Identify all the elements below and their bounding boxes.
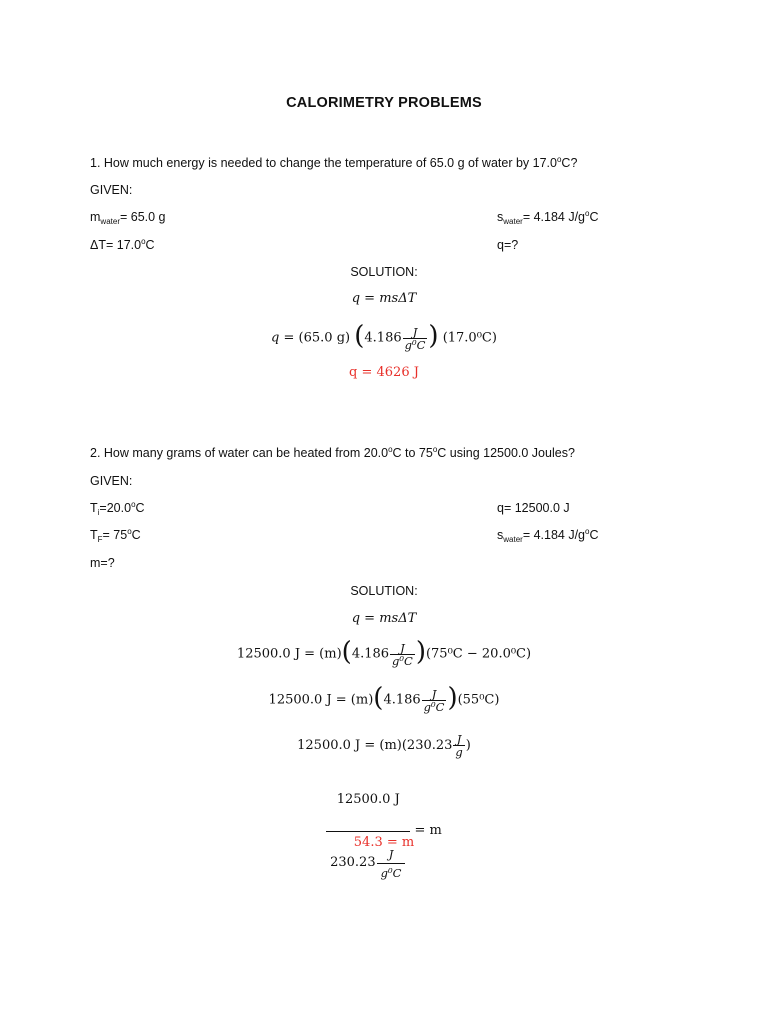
degree-sup: o: [432, 445, 438, 454]
step-4-numerator: 12500.0 J: [326, 770, 410, 832]
frac-denominator: g⁰C: [392, 653, 413, 668]
degree-sup: o: [141, 237, 146, 246]
problem-1-question: [90, 155, 577, 173]
problem-1-solution-label: SOLUTION:: [350, 265, 418, 279]
s-unit-tail: C: [589, 210, 599, 224]
problem-2-initial-temp: [90, 500, 145, 518]
problem-2-specific-heat: [497, 527, 599, 545]
eq-mass: (65.0 g): [298, 330, 351, 346]
formula-text: q = msΔT: [351, 291, 417, 306]
problem-2-formula: [0, 610, 768, 628]
mass-value: = 65.0 g: [119, 210, 166, 224]
tf-symbol: T: [90, 528, 98, 542]
step-3-fraction: [453, 733, 464, 758]
step-2-fraction: [422, 688, 447, 713]
ti-value: =20.0: [99, 501, 132, 515]
degree-sup: o: [388, 445, 393, 454]
problem-2-question-mid: C to 75: [392, 446, 433, 460]
step-3-right: ): [465, 738, 471, 753]
degree-sup: o: [585, 527, 590, 536]
problem-1-delta-t: [90, 237, 155, 255]
step-2-right: (55⁰C): [457, 692, 500, 708]
problem-2-solution-label: SOLUTION:: [350, 584, 418, 598]
frac-denominator: g⁰C: [404, 337, 426, 352]
right-paren: ): [447, 683, 458, 713]
degree-sup: o: [556, 155, 562, 164]
s-subscript: water: [503, 217, 523, 226]
left-paren: (: [373, 683, 384, 713]
tf-subscript: F: [97, 535, 103, 544]
step-1-fraction: [390, 642, 415, 667]
problem-2-question-tail: C using 12500.0 Joules?: [437, 446, 575, 460]
problem-2-given-label: GIVEN:: [90, 474, 133, 488]
mass-symbol: m: [90, 210, 101, 224]
step-1-left: 12500.0 J = (m): [236, 646, 342, 662]
step-4-right: = m: [414, 823, 442, 838]
tf-value: = 75: [102, 528, 128, 542]
page-title: CALORIMETRY PROBLEMS: [286, 95, 482, 111]
s-symbol: s: [497, 210, 504, 224]
s-value: = 4.184 J/g: [522, 210, 586, 224]
problem-2-final-temp: [90, 527, 141, 545]
step-2-s: 4.186: [383, 692, 421, 708]
left-paren: (: [354, 321, 365, 351]
problem-2-step-3: [0, 726, 768, 766]
degree-sup: o: [127, 527, 132, 536]
formula-text: q = msΔT: [351, 611, 417, 626]
tf-unit: C: [131, 528, 141, 542]
step-4-fraction: [326, 770, 410, 891]
problem-2-question: [90, 445, 575, 463]
problem-1-given-label: GIVEN:: [90, 183, 133, 197]
problem-2-answer: 54.3 = m: [353, 835, 415, 850]
step-1-s: 4.186: [351, 646, 390, 662]
problem-1-question-text: 1. How much energy is needed to change the temperature of 65.0 g of water by 17.0: [90, 156, 557, 170]
ti-subscript: i: [97, 508, 100, 517]
problem-2-q-value: q= 12500.0 J: [497, 501, 570, 515]
problem-1-answer: q = 4626 J: [349, 365, 419, 380]
problem-1-formula: [0, 290, 768, 308]
eq-s: 4.186: [364, 330, 402, 346]
right-paren: ): [415, 637, 426, 667]
delta-t-value: ΔT= 17.0: [90, 238, 142, 252]
problem-1-equation: q = (65.0 g) (4.186 $\frac{J}{\text{g⁰C}}$ ) (17.0⁰C): [271, 321, 497, 352]
step-3-left: 12500.0 J = (m)(230.23: [297, 738, 453, 753]
eq-delta-t: (17.0⁰C): [442, 330, 497, 346]
eq-fraction: [403, 326, 428, 351]
frac-numerator: J: [403, 326, 428, 339]
frac-numerator: J: [390, 642, 415, 655]
s-subscript: water: [503, 535, 523, 544]
frac-numerator: J: [453, 733, 464, 746]
step-4-den-value: 230.23: [330, 855, 376, 870]
frac-denominator: g: [455, 745, 463, 759]
step-2-left: 12500.0 J = (m): [268, 692, 374, 708]
problem-2-m-unknown: m=?: [90, 556, 115, 570]
problem-2-step-2: [0, 680, 768, 720]
step-1-right: (75⁰C − 20.0⁰C): [425, 646, 532, 662]
s-symbol: s: [497, 528, 504, 542]
problem-2-step-1: [0, 634, 768, 674]
problem-1-specific-heat: [497, 209, 599, 227]
problem-1-mass: [90, 209, 166, 227]
ti-unit: C: [135, 501, 145, 515]
left-paren: (: [341, 637, 352, 667]
frac-denominator: g⁰C: [423, 699, 445, 714]
s-unit-tail: C: [589, 528, 599, 542]
problem-1-question-tail: C?: [561, 156, 578, 170]
frac-numerator: J: [422, 688, 447, 701]
delta-t-unit: C: [145, 238, 155, 252]
s-value: = 4.184 J/g: [522, 528, 586, 542]
frac-denominator: g⁰C: [380, 866, 402, 880]
degree-sup: o: [585, 209, 590, 218]
problem-2-question-text: 2. How many grams of water can be heated from 20.0: [90, 446, 389, 460]
right-paren: ): [428, 321, 439, 351]
eq-q: q: [271, 330, 280, 346]
ti-symbol: T: [90, 501, 98, 515]
mass-subscript: water: [100, 217, 120, 226]
degree-sup: o: [131, 500, 136, 509]
problem-1-q-unknown: q=?: [497, 238, 519, 252]
frac-numerator: J: [377, 846, 406, 864]
